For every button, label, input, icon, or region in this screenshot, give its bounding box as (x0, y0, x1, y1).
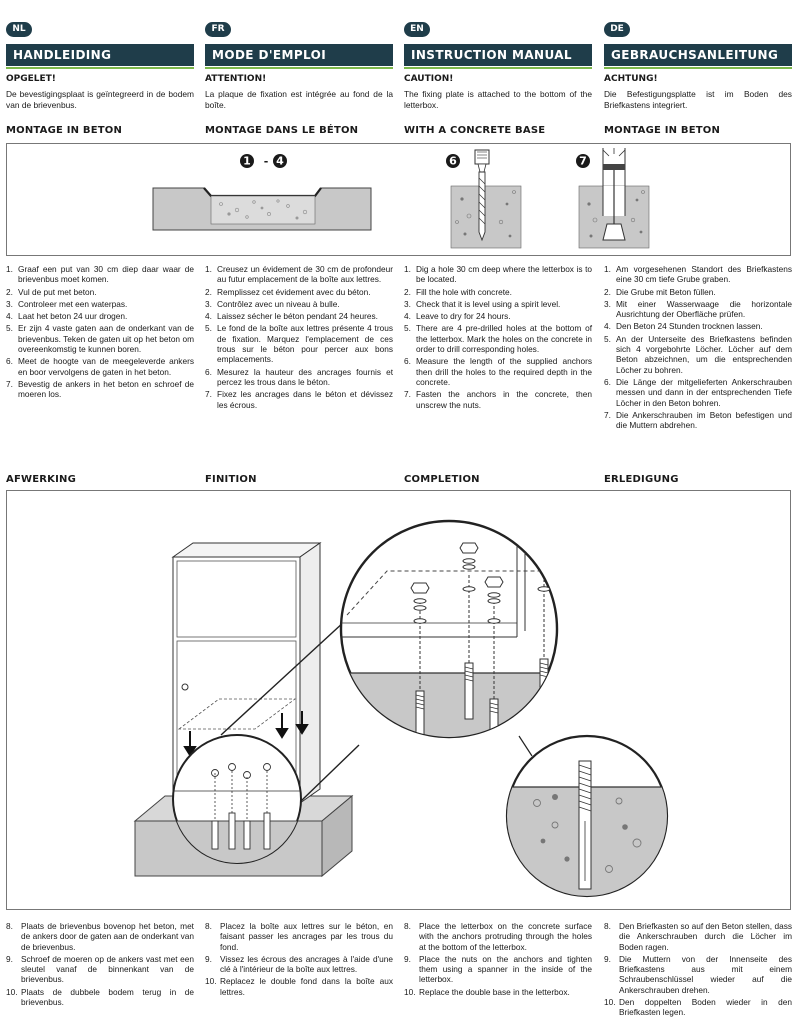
list-item: 10. Den doppelten Boden wieder in den Briefkasten legen. (604, 997, 792, 1018)
caution-text-fr: La plaque de fixation est intégrée au fond de la boîte. (205, 89, 393, 110)
list-item: 7. Fasten the anchors in the concrete, then unscrew the nuts. (404, 389, 592, 410)
svg-text:7: 7 (579, 154, 587, 168)
list-item: 1. Creusez un évidement de 30 cm de profondeur au futur emplacement de la boîte aux lettres. (205, 264, 393, 285)
header-de: GEBRAUCHSANLEITUNG (604, 44, 792, 66)
list-item: 2. Vul de put met beton. (6, 286, 97, 297)
section2-title-en: COMPLETION (404, 474, 480, 485)
list-item: 7. Fixez les ancrages dans le béton et dévissez les écrous. (205, 389, 393, 410)
svg-text:-: - (263, 155, 269, 168)
list-item: 10. Replace the double base in the letterbox. (404, 986, 570, 997)
svg-text:6: 6 (449, 154, 457, 168)
steps2-list-fr (205, 921, 393, 999)
list-item: 2. Die Grube mit Beton füllen. (604, 286, 716, 297)
steps-list-en (404, 264, 592, 412)
list-item: 2. Remplissez cet évidement avec du béton. (205, 286, 371, 297)
list-item: 10. Replacez le double fond dans la boîte aux lettres. (205, 976, 393, 997)
list-item: 5. Le fond de la boîte aux lettres présente 4 trous de fixation. Marquez l'emplacement de ces trous sur le béton pour percer aux bons emplacements. (205, 323, 393, 365)
list-item: 6. Meet de hoogte van de meegeleverde ankers en boor vervolgens de gaten in het beton. (6, 356, 194, 377)
list-item: 2. Fill the hole with concrete. (404, 286, 512, 297)
completion-illustration (7, 491, 792, 911)
concrete-base-illustration (7, 144, 792, 257)
caution-title-en: CAUTION! (404, 74, 454, 84)
list-item: 6. Measure the length of the supplied anchors then drill the holes to the required depth in the concrete. (404, 356, 592, 387)
list-item: 9. Vissez les écrous des ancrages à l'aide d'une clé à l'intérieur de la boîte aux lettres. (205, 953, 393, 975)
list-item: 3. Check that it is level using a spirit level. (404, 298, 561, 309)
header-nl: HANDLEIDING (6, 44, 194, 66)
list-item: 8. Plaats de brievenbus bovenop het beton, met de ankers door de gaten aan de onderkant van de brievenbus. (6, 921, 194, 952)
list-item: 3. Contrôlez avec un niveau à bulle. (205, 298, 340, 309)
list-item: 9. Schroef de moeren op de ankers vast met een sleutel vanaf de binnenkant van de brievenbus. (6, 953, 194, 985)
list-item: 5. There are 4 pre-drilled holes at the bottom of the letterbox. Mark the holes on the concrete in order to drill corresponding holes. (404, 323, 592, 355)
list-item: 4. Laat het beton 24 uur drogen. (6, 311, 128, 322)
caution-title-nl: OPGELET! (6, 74, 56, 84)
section2-title-nl: AFWERKING (6, 474, 76, 485)
header-en: INSTRUCTION MANUAL (404, 44, 592, 66)
list-item: 9. Place the nuts on the anchors and tighten them using a spanner in the inside of the letterbox. (404, 953, 592, 985)
completion-figure (6, 490, 791, 910)
section-title-de: MONTAGE IN BETON (604, 125, 721, 136)
list-item: 4. Leave to dry for 24 hours. (404, 311, 511, 322)
list-item: 6. Die Länge der mitgelieferten Ankerschrauben messen und dann in der entsprechenden Tiefe Löcher in den Beton bohren. (604, 376, 792, 408)
header-fr: MODE D'EMPLOI (205, 44, 393, 66)
list-item: 8. Den Briefkasten so auf den Beton stellen, dass die Ankerschrauben durch die Löcher im Boden ragen. (604, 921, 792, 952)
letterbox-top (173, 543, 320, 557)
section-title-nl: MONTAGE IN BETON (6, 125, 123, 136)
list-item: 7. Die Ankerschrauben im Beton befestigen und die Muttern abdrehen. (604, 409, 792, 431)
caution-title-de: ACHTUNG! (604, 74, 658, 84)
section2-title-fr: FINITION (205, 474, 257, 485)
caution-text-en: The fixing plate is attached to the bottom of the letterbox. (404, 89, 592, 110)
caution-text-de: Die Befestigungsplatte ist im Boden des Briefkastens integriert. (604, 89, 792, 110)
list-item: 4. Laissez sécher le béton pendant 24 heures. (205, 311, 378, 322)
list-item: 3. Controleer met een waterpas. (6, 298, 128, 309)
steps-list-fr (205, 264, 393, 412)
caution-text-nl: De bevestigingsplaat is geïntegreerd in de bodem van de brievenbus. (6, 89, 194, 110)
list-item: 7. Bevestig de ankers in het beton en schroef de moeren los. (6, 378, 194, 400)
concrete-block-6 (451, 186, 521, 248)
concrete-base-figure (6, 143, 791, 256)
steps-list-de (604, 264, 792, 432)
list-item: 1. Dig a hole 30 cm deep where the letterbox is to be located. (404, 264, 592, 285)
lang-badge-de: DE (604, 22, 630, 37)
letterbox-side (300, 543, 320, 803)
list-item: 10. Plaats de dubbele bodem terug in de brievenbus. (6, 986, 194, 1008)
caution-title-fr: ATTENTION! (205, 74, 267, 84)
list-item: 4. Den Beton 24 Stunden trocknen lassen. (604, 321, 763, 332)
drill-bit (479, 172, 485, 240)
list-item: 8. Placez la boîte aux lettres sur le béton, en faisant passer les ancrages par les trous du fond. (205, 921, 393, 952)
steps2-list-de (604, 921, 792, 1020)
list-item: 8. Place the letterbox on the concrete surface with the anchors protruding through the holes at the bottom of the letterbox. (404, 921, 592, 952)
steps2-list-nl (6, 921, 194, 1009)
section-title-fr: MONTAGE DANS LE BÉTON (205, 125, 359, 136)
list-item: 5. Er zijn 4 vaste gaten aan de onderkant van de brievenbus. Teken de gaten uit op het beton om overeenkomstig te kunnen boren. (6, 323, 194, 355)
list-item: 3. Mit einer Wasserwaage die horizontale Ausrichtung der Oberfläche prüfen. (604, 298, 792, 320)
lang-badge-fr: FR (205, 22, 231, 37)
svg-text:1: 1 (243, 154, 251, 168)
list-item: 6. Mesurez la hauteur des ancrages fournis et percez les trous dans le béton. (205, 366, 393, 387)
list-item: 1. Am vorgesehenen Standort des Briefkastens eine 30 cm tiefe Grube graben. (604, 264, 792, 285)
steps-list-nl (6, 264, 194, 402)
anchor-head (603, 164, 625, 170)
svg-text:4: 4 (276, 154, 284, 168)
list-item: 1. Graaf een put van 30 cm diep daar waar de brievenbus moet komen. (6, 264, 194, 285)
list-item: 9. Die Muttern von der Innenseite des Briefkastens aus mit einem Schraubenschlüssel wieder auf die Ankerschrauben drehen. (604, 953, 792, 995)
lang-badge-en: EN (404, 22, 430, 37)
section2-title-de: ERLEDIGUNG (604, 474, 679, 485)
lang-badge-nl: NL (6, 22, 32, 37)
list-item: 5. An der Unterseite des Briefkastens befinden sich 4 vorgebohrte Löcher. Löcher auf dem Beton abzeichnen, um die entsprechenden Löcher zu bohren. (604, 333, 792, 375)
steps2-list-en (404, 921, 592, 999)
section-title-en: WITH A CONCRETE BASE (404, 125, 546, 136)
